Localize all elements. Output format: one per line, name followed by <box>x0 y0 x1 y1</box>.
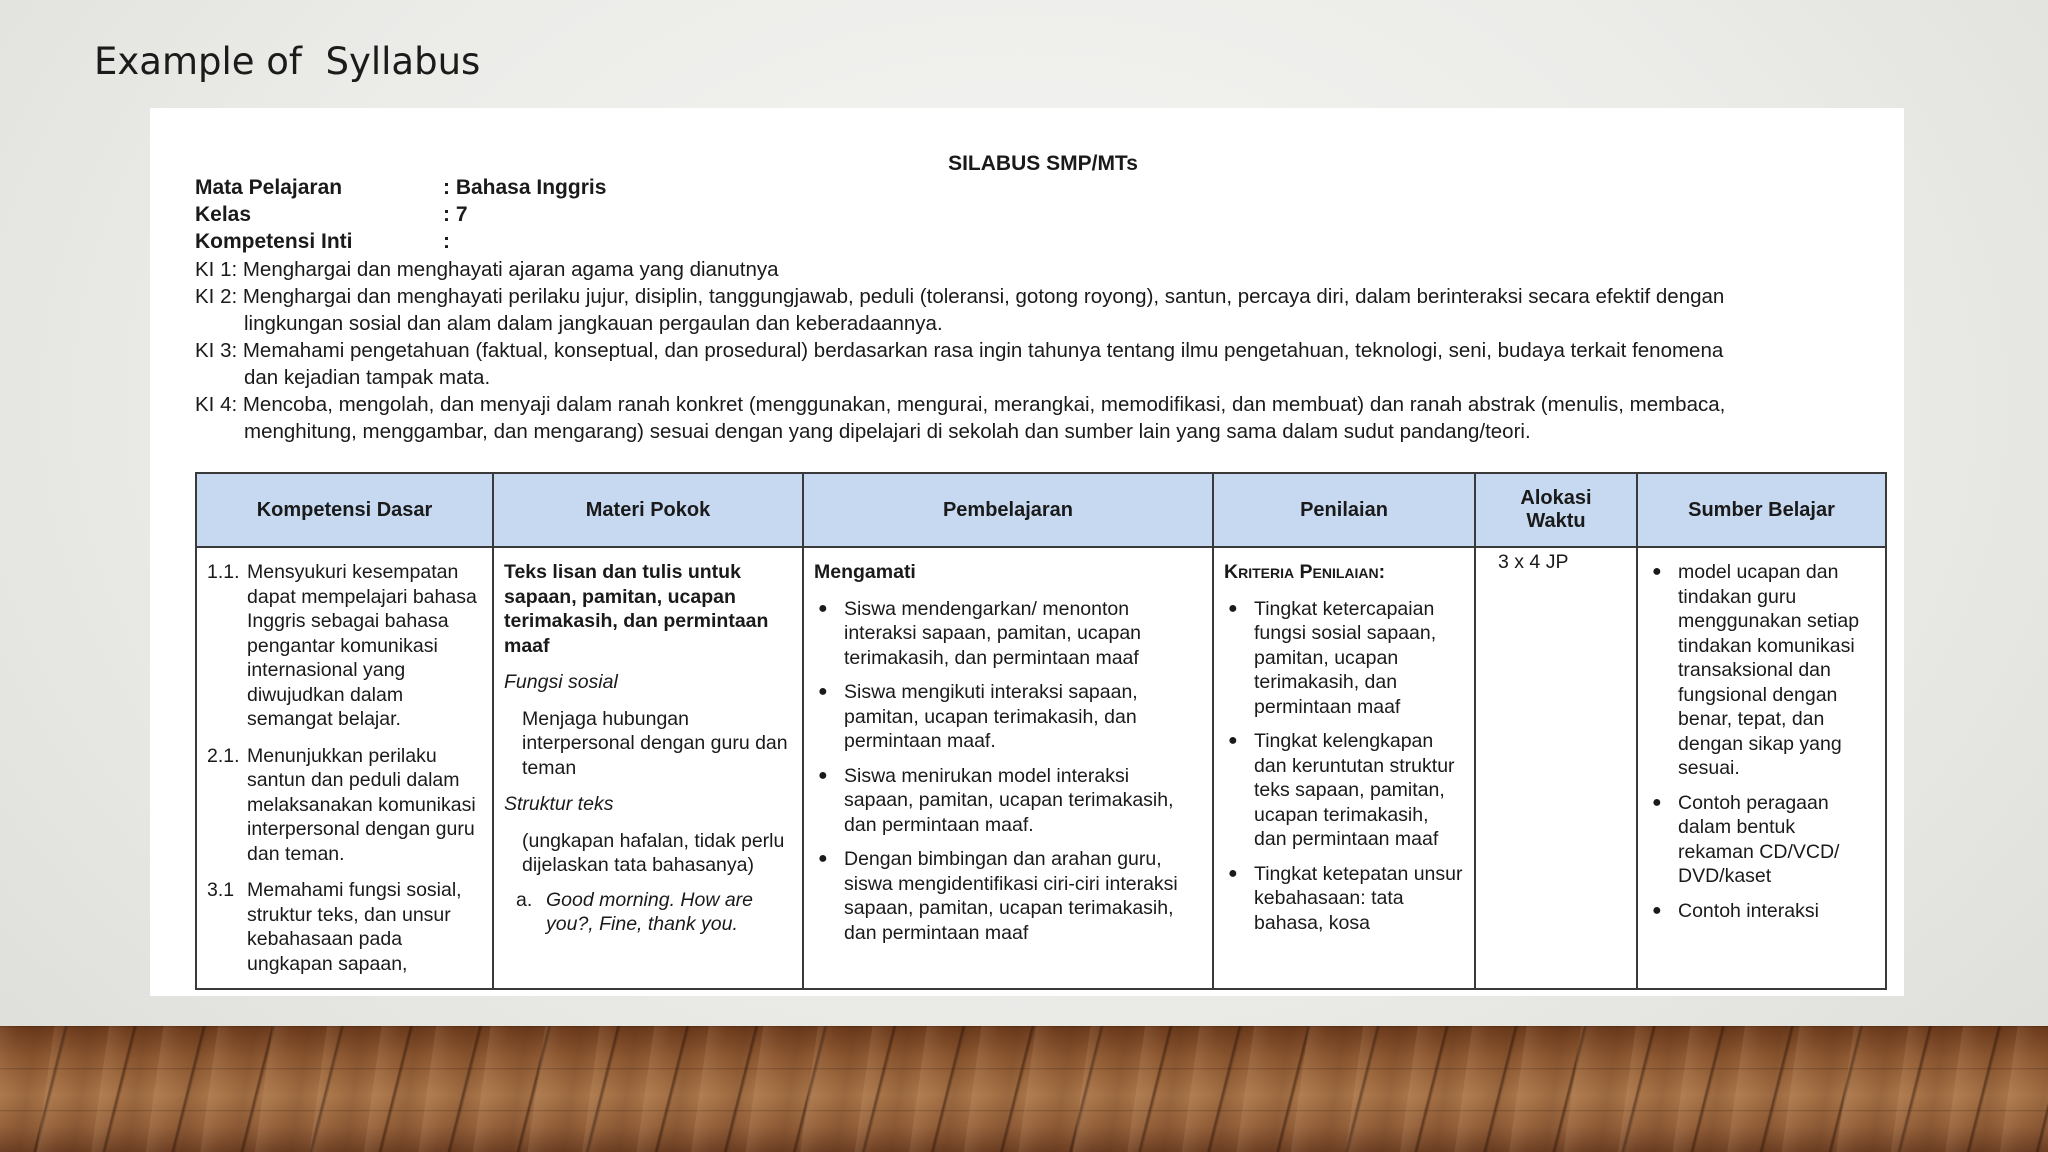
ki-line: KI 4: Mencoba, mengolah, dan menyaji dalam ranah konkret (menggunakan, mengurai, merangkai, memodifikasi, dan membuat) dan ranah abstrak (menulis, membaca, <box>195 393 1726 416</box>
kd-number: 2.1. <box>207 744 240 767</box>
list-item: ● Siswa mengikuti interaksi sapaan, pamitan, ucapan terimakasih, dan permintaan maaf. <box>814 680 1202 754</box>
list-item: ● Dengan bimbingan dan arahan guru, siswa mengidentifikasi ciri-ciri interaksi sapaan, pamitan, ucapan terimakasih, dan permintaan maaf <box>814 847 1202 945</box>
meta-label: Kompetensi Inti <box>195 230 353 253</box>
kd-text: Mensyukuri kesempatan dapat mempelajari bahasa Inggris sebagai bahasa pengantar komunikasi internasional yang diwujudkan dalam semangat belajar. <box>247 561 477 730</box>
kd-text: Memahami fungsi sosial, struktur teks, dan unsur kebahasaan pada ungkapan sapaan, <box>247 879 462 975</box>
kd-number: 3.1 <box>207 879 235 901</box>
list-item: ● Tingkat kelengkapan dan keruntutan struktur teks sapaan, pamitan, ucapan terimakasih, dan permintaan maaf <box>1224 729 1464 852</box>
list-item: ● model ucapan dan tindakan guru menggunakan setiap tindakan komunikasi transaksional dan fungsional dengan benar, tepat, dan dengan sikap yang sesuai. <box>1648 560 1875 781</box>
meta-mata-pelajaran <box>195 176 606 200</box>
bullet-icon: ● <box>1652 563 1662 580</box>
slide-title: Example of Syllabus <box>94 40 481 83</box>
cell-alokasi-waktu <box>1475 547 1637 989</box>
header-alokasi-waktu: Alokasi Waktu <box>1475 473 1637 547</box>
syllabus-document <box>150 108 1904 996</box>
meta-value: : <box>443 230 450 253</box>
meta-value: : 7 <box>443 203 468 226</box>
list-item: ● Contoh interaksi <box>1648 899 1875 924</box>
penilaian-list <box>1224 597 1464 936</box>
ki-2 <box>195 283 1885 337</box>
ki-line-cont: lingkungan sosial dan alam dalam jangkauan pergaulan dan keberadaannya. <box>244 312 943 335</box>
cell-sumber-belajar <box>1637 547 1886 989</box>
fungsi-sosial-text: Menjaga hubungan interpersonal dengan guru dan teman <box>522 707 788 779</box>
bullet-icon: ● <box>1652 793 1662 811</box>
list-item: ● Tingkat ketepatan unsur kebahasaan: tata bahasa, kosa <box>1224 862 1464 936</box>
bullet-icon: ● <box>1228 864 1238 882</box>
kd-item <box>207 878 482 976</box>
meta-label: Mata Pelajaran <box>195 176 343 199</box>
ki-line-cont: dan kejadian tampak mata. <box>244 366 491 389</box>
bullet-icon: ● <box>1228 732 1238 749</box>
struktur-teks-text: (ungkapan hafalan, tidak perlu dijelaskan tata bahasanya) <box>522 829 785 876</box>
header-kompetensi-dasar: Kompetensi Dasar <box>196 473 493 547</box>
ki-line-cont: menghitung, menggambar, dan mengarang) sesuai dengan yang dipelajari di sekolah dan sumber lain yang sama dalam sudut pandang/teori. <box>244 420 1531 443</box>
list-item: ● Contoh peragaan dalam bentuk rekaman CD/VCD/ DVD/kaset <box>1648 791 1875 889</box>
bullet-icon: ● <box>818 766 828 784</box>
bullet-icon: ● <box>818 850 828 867</box>
bullet-icon: ● <box>818 599 828 617</box>
document-title: SILABUS SMP/MTs <box>948 152 1138 175</box>
bullet-icon: ● <box>1228 599 1238 617</box>
header-pembelajaran: Pembelajaran <box>803 473 1213 547</box>
meta-kelas <box>195 203 468 227</box>
pembelajaran-heading: Mengamati <box>814 561 916 583</box>
kd-number: 1.1. <box>207 561 240 583</box>
ki-1 <box>195 256 1885 283</box>
kd-item <box>207 744 482 867</box>
pembelajaran-list <box>814 597 1202 946</box>
syllabus-table <box>195 472 1887 990</box>
fungsi-sosial-label: Fungsi sosial <box>504 671 618 693</box>
kriteria-penilaian-heading: Kriteria Penilaian: <box>1224 561 1386 583</box>
cell-kompetensi-dasar <box>196 547 493 989</box>
header-materi-pokok: Materi Pokok <box>493 473 803 547</box>
ki-4 <box>195 391 1885 445</box>
example-text: Good morning. How are you?, Fine, thank you. <box>546 888 754 935</box>
kd-text: Menunjukkan perilaku santun dan peduli dalam melaksanakan komunikasi interpersonal dengan guru dan teman. <box>247 744 476 865</box>
alokasi-value: 3 x 4 JP <box>1498 551 1569 573</box>
example-number: a. <box>516 888 533 911</box>
header-penilaian: Penilaian <box>1213 473 1475 547</box>
wooden-floor <box>0 1026 2048 1152</box>
meta-label: Kelas <box>195 203 252 226</box>
table-row <box>196 547 1886 989</box>
sumber-list <box>1648 560 1875 923</box>
cell-materi-pokok <box>493 547 803 989</box>
bullet-icon: ● <box>818 683 828 700</box>
ki-line: KI 1: Menghargai dan menghayati ajaran agama yang dianutnya <box>195 258 779 281</box>
table-header-row <box>196 473 1886 547</box>
cell-penilaian <box>1213 547 1475 989</box>
kd-item <box>207 560 482 732</box>
header-sumber-belajar: Sumber Belajar <box>1637 473 1886 547</box>
list-item: ● Tingkat ketercapaian fungsi sosial sapaan, pamitan, ucapan terimakasih, dan permintaan maaf <box>1224 597 1464 720</box>
list-item: ● Siswa mendengarkan/ menonton interaksi sapaan, pamitan, ucapan terimakasih, dan permintaan maaf <box>814 597 1202 671</box>
meta-value: : Bahasa Inggris <box>443 176 607 199</box>
struktur-teks-label: Struktur teks <box>504 793 614 815</box>
meta-kompetensi-inti <box>195 230 450 254</box>
ki-line: KI 3: Memahami pengetahuan (faktual, konseptual, dan prosedural) berdasarkan rasa ingin tahunya tentang ilmu pengetahuan, teknologi, seni, budaya terkait fenomena <box>195 339 1724 362</box>
materi-heading: Teks lisan dan tulis untuk sapaan, pamitan, ucapan terimakasih, dan permintaan maaf <box>504 561 769 657</box>
ki-3 <box>195 337 1885 391</box>
example-item <box>504 888 792 937</box>
ki-line: KI 2: Menghargai dan menghayati perilaku jujur, disiplin, tanggungjawab, peduli (toleransi, gotong royong), santun, percaya diri, dalam berinteraksi secara efektif dengan <box>195 285 1725 308</box>
cell-pembelajaran <box>803 547 1213 989</box>
bullet-icon: ● <box>1652 901 1662 919</box>
list-item: ● Siswa menirukan model interaksi sapaan, pamitan, ucapan terimakasih, dan permintaan maaf. <box>814 764 1202 838</box>
